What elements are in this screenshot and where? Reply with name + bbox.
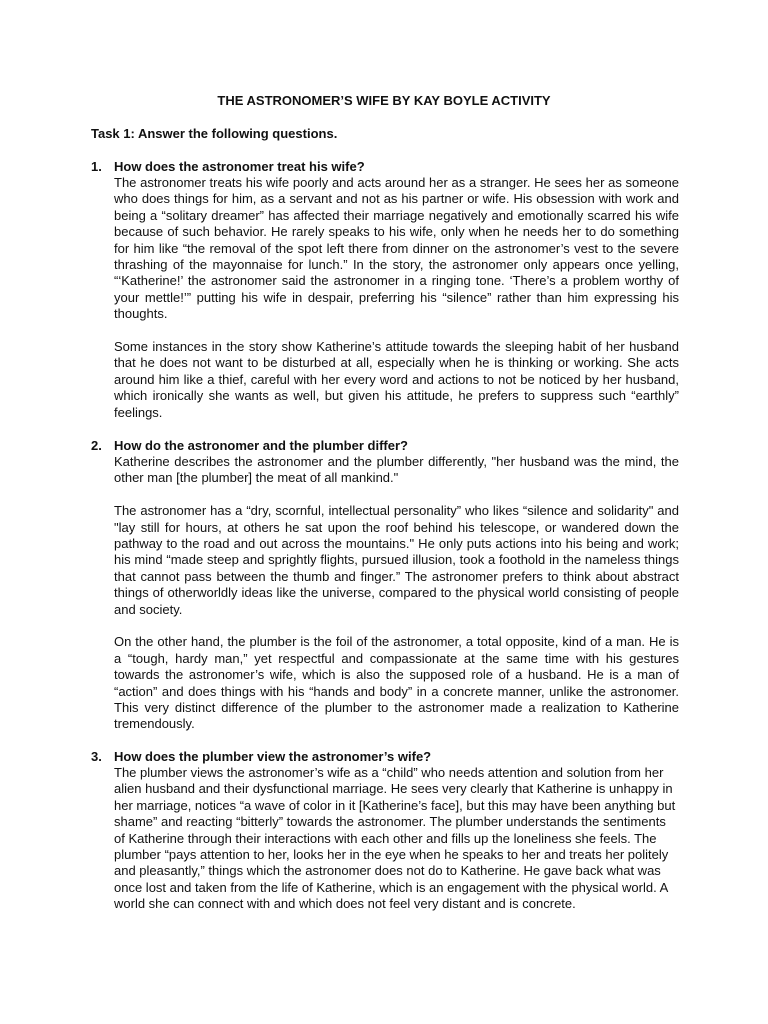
question-number: 2.: [91, 438, 102, 453]
question-text: How does the astronomer treat his wife?: [114, 159, 365, 174]
answer-paragraph: The plumber views the astronomer’s wife as a “child” who needs attention and solution from her alien husband and their dysfunctional marriage. He sees very clearly that Katherine is unhappy in her marriage, notices “a wave of color in it [Katherine’s face], but this may have been anything but shame” and reacting “bitterly” towards the astronomer. The plumber understands the sentiments of Katherine through their interactions with each other and fills up the loneliness she feels. The plumber “pays attention to her, looks her in the eye when he speaks to her and treats her politely and pleasantly,” things which the astronomer does not do to Katherine. He gave back what was once lost and taken from the life of Katherine, which is an engagement with the physical world. A world she can connect with and which does not feel very distant and is concrete.: [114, 765, 676, 912]
document-title: THE ASTRONOMER’S WIFE BY KAY BOYLE ACTIVITY: [217, 93, 551, 108]
question-3-section: [91, 749, 679, 913]
answer-paragraph: Katherine describes the astronomer and the plumber differently, "her husband was the mind, the other man [the plumber] the meat of all mankind.": [114, 454, 679, 486]
task-heading: Task 1: Answer the following questions.: [91, 126, 338, 141]
question-text: How do the astronomer and the plumber differ?: [114, 438, 408, 453]
question-number: 1.: [91, 159, 102, 174]
answer-paragraph: The astronomer has a “dry, scornful, intellectual personality” who likes “silence and solidarity" and "lay still for hours, at others he sat upon the roof behind his telescope, or wandered down the pathway to the road and out across the mountains." He only puts actions into his being and work; his mind “made steep and sprightly flights, pursued illusion, took a foothold in the nameless things that cannot pass between the thumb and finger.” The astronomer prefers to think about abstract things of otherworldly ideas like the universe, compared to the physical world consisting of people and society.: [114, 503, 679, 617]
question-1-section: [91, 159, 679, 421]
answer-paragraph: The astronomer treats his wife poorly and acts around her as a stranger. He sees her as someone who does things for him, as a servant and not as his partner or wife. His obsession with work and being a “solitary dreamer” has affected their marriage negatively and emotionally scarred his wife because of such behavior. He rarely speaks to his wife, only when he needs her to do something for him like “the removal of the spot left there from dinner on the astronomer’s vest to the severe thrashing of the mayonnaise for lunch.” In the story, the astronomer only appears once yelling, “‘Katherine!’ the astronomer said the astronomer in a ringing tone. ‘There’s a problem worthy of your mettle!’” putting his wife in despair, preferring his “silence” rather than him expressing his thoughts.: [114, 175, 679, 322]
answer-paragraph: Some instances in the story show Katherine’s attitude towards the sleeping habit of her husband that he does not want to be disturbed at all, especially when he is thinking or working. She acts around him like a thief, careful with her every word and actions to not be noticed by her husband, which ironically she wants as well, but given his attitude, he prefers to suppress such “earthly” feelings.: [114, 339, 679, 420]
question-heading: [91, 438, 679, 454]
question-2-section: [91, 438, 679, 733]
answer-paragraph: On the other hand, the plumber is the foil of the astronomer, a total opposite, kind of a man. He is a “tough, hardy man,” yet respectful and compassionate at the same time with his gestures towards the astronomer’s wife, which is also the supposed role of a husband. He is a man of “action” and does things with his “hands and body” in a concrete manner, unlike the astronomer. This very distinct difference of the plumber to the astronomer made a realization to Katherine tremendously.: [114, 634, 679, 732]
question-heading: [91, 159, 679, 175]
question-text: How does the plumber view the astronomer’s wife?: [114, 749, 432, 764]
question-heading: [91, 749, 679, 765]
question-number: 3.: [91, 749, 102, 764]
